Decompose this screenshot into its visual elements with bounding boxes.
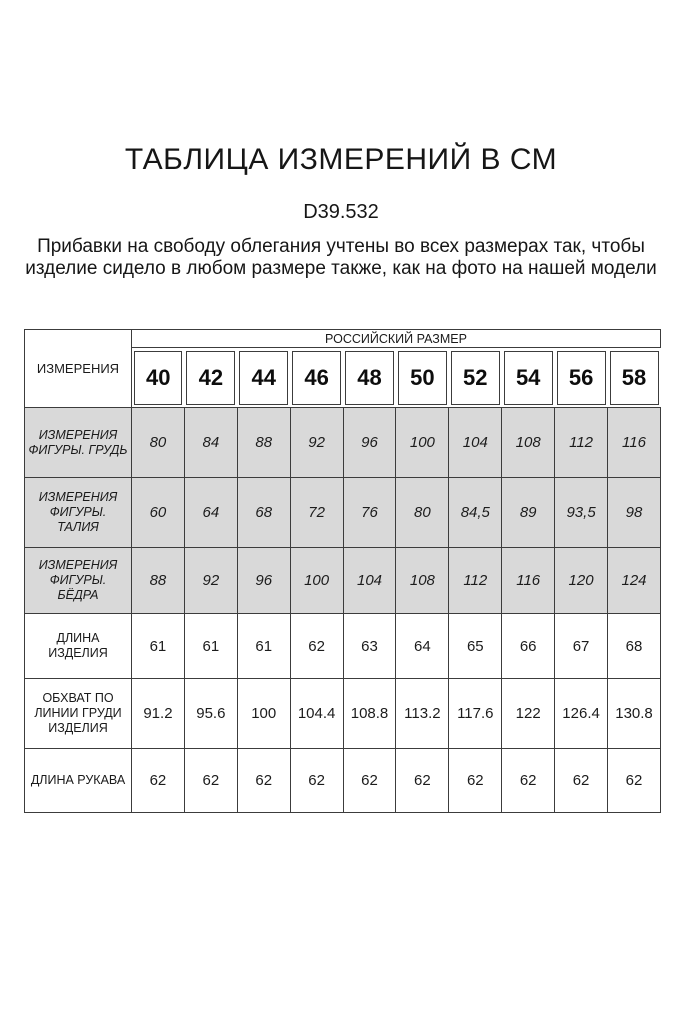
value-cell: 116 xyxy=(608,408,661,478)
size-header-box: 52 xyxy=(451,351,500,405)
value-cell: 126.4 xyxy=(555,679,608,749)
fit-note xyxy=(21,236,661,280)
measurements-table-body xyxy=(25,408,661,813)
size-header-cell xyxy=(555,348,608,408)
value-cell: 67 xyxy=(555,614,608,679)
table-row xyxy=(25,614,661,679)
value-cell: 76 xyxy=(343,478,396,548)
value-cell: 113.2 xyxy=(396,679,449,749)
value-cell: 62 xyxy=(237,749,290,813)
value-cell: 66 xyxy=(502,614,555,679)
size-header-cell xyxy=(184,348,237,408)
size-header-box: 54 xyxy=(504,351,553,405)
value-cell: 80 xyxy=(396,478,449,548)
table-row xyxy=(25,478,661,548)
value-cell: 104.4 xyxy=(290,679,343,749)
value-cell: 84 xyxy=(184,408,237,478)
value-cell: 72 xyxy=(290,478,343,548)
row-label-cell: ИЗМЕРЕНИЯ ФИГУРЫ. БЁДРА xyxy=(25,548,132,614)
value-cell: 100 xyxy=(237,679,290,749)
value-cell: 100 xyxy=(396,408,449,478)
value-cell: 62 xyxy=(290,749,343,813)
value-cell: 93,5 xyxy=(555,478,608,548)
value-cell: 96 xyxy=(343,408,396,478)
value-cell: 61 xyxy=(184,614,237,679)
size-header-box: 44 xyxy=(239,351,288,405)
value-cell: 96 xyxy=(237,548,290,614)
value-cell: 80 xyxy=(132,408,185,478)
value-cell: 61 xyxy=(132,614,185,679)
value-cell: 84,5 xyxy=(449,478,502,548)
row-label-cell: ОБХВАТ ПО ЛИНИИ ГРУДИ ИЗДЕЛИЯ xyxy=(25,679,132,749)
table-row xyxy=(25,749,661,813)
value-cell: 122 xyxy=(502,679,555,749)
value-cell: 108 xyxy=(396,548,449,614)
size-header-box: 56 xyxy=(557,351,606,405)
row-label-cell: ДЛИНА ИЗДЕЛИЯ xyxy=(25,614,132,679)
value-cell: 89 xyxy=(502,478,555,548)
size-header-box: 58 xyxy=(610,351,659,405)
size-header-cell xyxy=(449,348,502,408)
value-cell: 62 xyxy=(132,749,185,813)
value-cell: 108.8 xyxy=(343,679,396,749)
value-cell: 62 xyxy=(396,749,449,813)
value-cell: 62 xyxy=(502,749,555,813)
size-header-cell xyxy=(132,348,185,408)
value-cell: 112 xyxy=(449,548,502,614)
value-cell: 62 xyxy=(290,614,343,679)
value-cell: 61 xyxy=(237,614,290,679)
size-header-box: 46 xyxy=(292,351,341,405)
value-cell: 104 xyxy=(449,408,502,478)
value-cell: 64 xyxy=(396,614,449,679)
value-cell: 60 xyxy=(132,478,185,548)
value-cell: 64 xyxy=(184,478,237,548)
value-cell: 124 xyxy=(608,548,661,614)
value-cell: 68 xyxy=(608,614,661,679)
size-header-box: 40 xyxy=(134,351,182,405)
size-header-cell xyxy=(237,348,290,408)
value-cell: 62 xyxy=(608,749,661,813)
value-cell: 104 xyxy=(343,548,396,614)
value-cell: 92 xyxy=(290,408,343,478)
fit-note-line2: изделие сидело в любом размере также, как на фото на нашей модели xyxy=(25,258,657,279)
value-cell: 62 xyxy=(343,749,396,813)
size-header-cell xyxy=(396,348,449,408)
row-label-cell: ИЗМЕРЕНИЯ ФИГУРЫ. ГРУДЬ xyxy=(25,408,132,478)
group-header-cell: РОССИЙСКИЙ РАЗМЕР xyxy=(132,330,661,348)
value-cell: 120 xyxy=(555,548,608,614)
size-header-cell xyxy=(343,348,396,408)
size-header-cell xyxy=(502,348,555,408)
group-header-row xyxy=(25,330,661,348)
size-header-cell xyxy=(608,348,661,408)
row-label-cell: ИЗМЕРЕНИЯ ФИГУРЫ. ТАЛИЯ xyxy=(25,478,132,548)
value-cell: 95.6 xyxy=(184,679,237,749)
table-row xyxy=(25,548,661,614)
value-cell: 130.8 xyxy=(608,679,661,749)
table-row xyxy=(25,408,661,478)
value-cell: 65 xyxy=(449,614,502,679)
value-cell: 117.6 xyxy=(449,679,502,749)
size-header-box: 42 xyxy=(186,351,235,405)
value-cell: 68 xyxy=(237,478,290,548)
value-cell: 98 xyxy=(608,478,661,548)
size-header-cell xyxy=(290,348,343,408)
value-cell: 62 xyxy=(449,749,502,813)
value-cell: 116 xyxy=(502,548,555,614)
article-code: D39.532 xyxy=(303,201,379,223)
value-cell: 92 xyxy=(184,548,237,614)
value-cell: 62 xyxy=(555,749,608,813)
size-header-box: 48 xyxy=(345,351,394,405)
value-cell: 112 xyxy=(555,408,608,478)
measurements-table xyxy=(24,329,661,813)
size-header-box: 50 xyxy=(398,351,447,405)
corner-label-cell: ИЗМЕРЕНИЯ xyxy=(25,330,132,408)
row-label-cell: ДЛИНА РУКАВА xyxy=(25,749,132,813)
value-cell: 88 xyxy=(237,408,290,478)
value-cell: 91.2 xyxy=(132,679,185,749)
value-cell: 100 xyxy=(290,548,343,614)
value-cell: 62 xyxy=(184,749,237,813)
value-cell: 63 xyxy=(343,614,396,679)
value-cell: 108 xyxy=(502,408,555,478)
fit-note-line1: Прибавки на свободу облегания учтены во всех размерах так, чтобы xyxy=(37,236,645,257)
value-cell: 88 xyxy=(132,548,185,614)
page-title: ТАБЛИЦА ИЗМЕРЕНИЙ В СМ xyxy=(124,143,558,176)
table-row xyxy=(25,679,661,749)
